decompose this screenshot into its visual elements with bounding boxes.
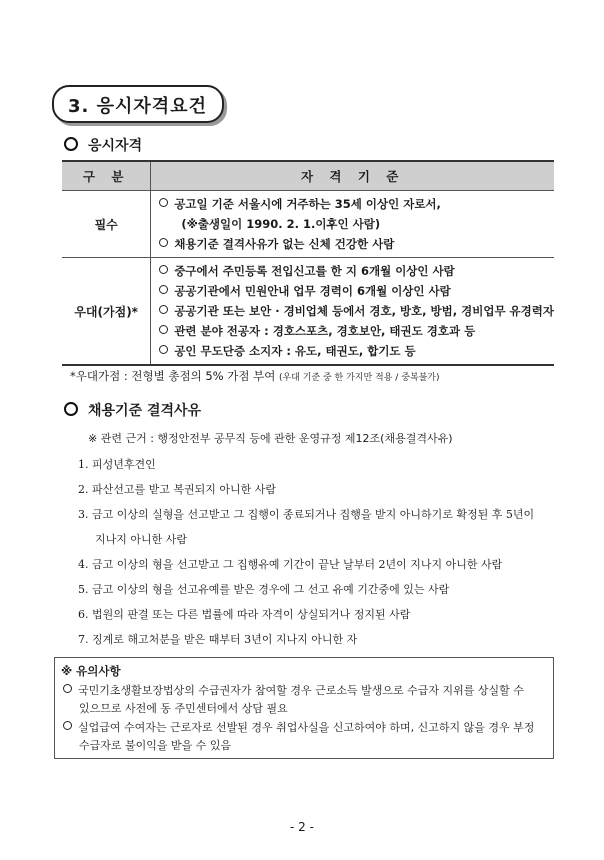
list-text: 법원의 판결 또는 다른 법률에 따라 자격이 상실되거나 정지된 사람 <box>92 608 411 621</box>
list-number: 3. <box>78 508 89 521</box>
qualification-subheading <box>64 135 142 155</box>
row-criteria-preferred <box>151 258 554 366</box>
list-item <box>78 602 534 627</box>
circle-bullet-icon <box>64 402 78 416</box>
disqualification-list <box>78 452 534 652</box>
criteria-text: 중구에서 주민등록 전입신고를 한 지 6개월 이상인 사람 <box>174 264 455 278</box>
criteria-item <box>159 281 554 301</box>
list-number: 7. <box>78 633 89 646</box>
list-number: 5. <box>78 583 89 596</box>
list-item <box>78 502 534 527</box>
list-item <box>78 452 534 477</box>
circle-bullet-icon <box>63 684 72 693</box>
list-text: 피성년후견인 <box>92 458 156 471</box>
table-header-category: 구 분 <box>62 161 151 191</box>
criteria-text: 관련 분야 전공자 : 경호스포츠, 경호보안, 태권도 경호과 등 <box>174 324 476 338</box>
list-number: 6. <box>78 608 89 621</box>
table-row <box>62 258 554 366</box>
caution-text: 실업급여 수여자는 근로자로 선발된 경우 취업사실을 신고하여야 하며, 신고하지 않을 경우 부정 <box>78 721 535 734</box>
circle-bullet-icon <box>159 285 168 294</box>
section-title: 3. 응시자격요건 <box>68 96 207 117</box>
bonus-note <box>70 368 439 384</box>
criteria-item <box>159 234 554 254</box>
criteria-text: 공인 무도단증 소지자 : 유도, 태권도, 합기도 등 <box>174 344 416 358</box>
list-text: 파산선고를 받고 복권되지 아니한 사람 <box>92 483 277 496</box>
circle-bullet-icon <box>159 238 168 247</box>
section-heading-badge <box>52 85 224 123</box>
disqualification-heading: 채용기준 결격사유 <box>88 403 202 419</box>
circle-bullet-icon <box>159 325 168 334</box>
criteria-item <box>159 261 554 281</box>
caution-item-line <box>63 682 524 698</box>
circle-bullet-icon <box>159 345 168 354</box>
table-row <box>62 191 554 258</box>
list-item <box>78 552 534 577</box>
row-category-preferred: 우대(가점)* <box>62 258 151 366</box>
qualification-heading: 응시자격 <box>88 138 143 154</box>
criteria-item <box>159 214 554 234</box>
caution-item-line: 있으므로 사전에 동 주민센터에서 상담 필요 <box>79 702 288 715</box>
caution-box <box>54 657 554 759</box>
list-item <box>78 577 534 602</box>
criteria-text: (※출생일이 1990. 2. 1.이후인 사람) <box>181 217 381 231</box>
criteria-text: 공공기관에서 민원안내 업무 경력이 6개월 이상인 사람 <box>174 284 451 298</box>
circle-bullet-icon <box>159 198 168 207</box>
caution-title: ※ 유의사항 <box>61 664 121 678</box>
table-header-criteria: 자 격 기 준 <box>151 161 554 191</box>
disqualification-subheading <box>64 400 201 420</box>
list-number: 2. <box>78 483 89 496</box>
list-text: 금고 이상의 형을 선고받고 그 집행유예 기간이 끝난 날부터 2년이 지나지 아니한 사람 <box>92 558 503 571</box>
bonus-note-small: (우대 기준 중 한 가지만 적용 / 중복불가) <box>278 373 440 383</box>
list-number: 1. <box>78 458 89 471</box>
circle-bullet-icon <box>64 137 78 151</box>
circle-bullet-icon <box>159 305 168 314</box>
circle-bullet-icon <box>63 721 72 730</box>
row-criteria-required <box>151 191 554 258</box>
caution-item-line: 수급자로 불이익을 받을 수 있음 <box>79 739 232 752</box>
criteria-item <box>159 341 554 361</box>
table-header-row <box>62 161 554 191</box>
list-number: 4. <box>78 558 89 571</box>
criteria-item <box>159 194 554 214</box>
criteria-item <box>159 301 554 321</box>
list-item-continuation: 지나지 아니한 사람 <box>95 533 188 546</box>
criteria-text: 채용기준 결격사유가 없는 신체 건강한 사람 <box>174 237 395 251</box>
row-category-required: 필수 <box>62 191 151 258</box>
bonus-note-main: *우대가점 : 전형별 총점의 5% 가점 부여 <box>70 369 276 383</box>
legal-reference: ※ 관련 근거 : 행정안전부 공무직 등에 관한 운영규정 제12조(채용결격사유) <box>88 432 453 445</box>
caution-item-line <box>63 719 534 735</box>
circle-bullet-icon <box>159 265 168 274</box>
list-text: 징계로 해고처분을 받은 때부터 3년이 지나지 아니한 자 <box>92 633 358 646</box>
list-text: 금고 이상의 형을 선고유예를 받은 경우에 그 선고 유예 기간중에 있는 사람 <box>92 583 450 596</box>
list-item <box>78 627 534 652</box>
qualification-table <box>62 160 554 366</box>
caution-text: 국민기초생활보장법상의 수급권자가 참여할 경우 근로소득 발생으로 수급자 지위를 상실할 수 <box>78 684 524 697</box>
page-number: - 2 - <box>290 820 314 834</box>
list-text: 금고 이상의 실형을 선고받고 그 집행이 종료되거나 집행을 받지 아니하기로 확정된 후 5년이 <box>92 508 535 521</box>
criteria-item <box>159 321 554 341</box>
criteria-text: 공고일 기준 서울시에 거주하는 35세 이상인 자로서, <box>174 197 441 211</box>
list-item <box>78 477 534 502</box>
criteria-text: 공공기관 또는 보안 · 경비업체 등에서 경호, 방호, 방범, 경비업무 유경력자 <box>174 304 554 318</box>
